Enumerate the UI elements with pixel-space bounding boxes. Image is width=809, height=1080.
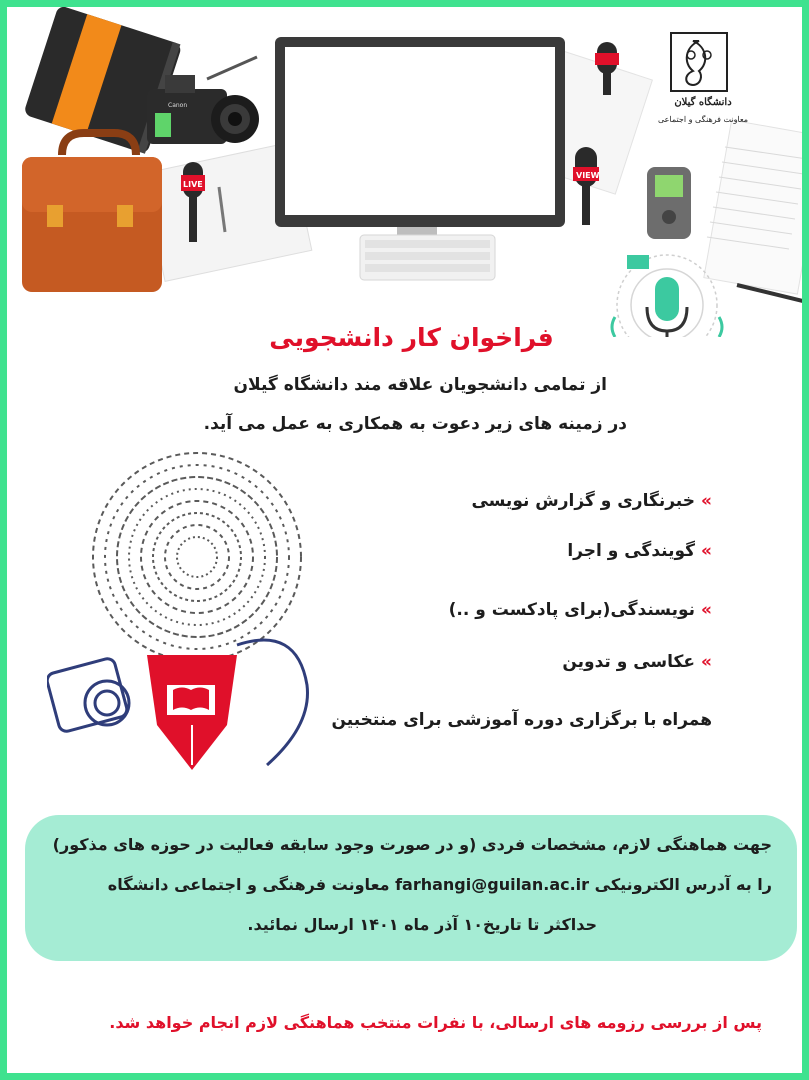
field-item	[562, 652, 712, 672]
field-label: عکاسی و تدوین	[562, 652, 696, 672]
bullet-icon: »	[701, 652, 712, 672]
field-item	[471, 491, 712, 511]
voice-recorder-icon	[647, 167, 691, 239]
logo-emblem-icon	[669, 31, 729, 93]
instructions-line-2: را به آدرس الکترونیکی farhangi@guilan.ac.ir معاونت فرهنگی و اجتماعی دانشگاه	[107, 875, 772, 894]
page-title: فراخوان کار دانشجویی	[269, 323, 554, 352]
keyboard-icon	[360, 235, 495, 280]
briefcase-icon	[22, 133, 162, 292]
field-label: گویندگی و اجرا	[567, 541, 696, 561]
intro-line-1: از تمامی دانشجویان علاقه مند دانشگاه گیلان	[233, 375, 607, 395]
bullet-icon: »	[701, 600, 712, 620]
calligraphy-illustration	[47, 445, 347, 775]
live-label: LIVE	[183, 180, 203, 189]
letters-circle-icon	[93, 453, 301, 661]
view-label: VIEW	[576, 171, 600, 180]
instructions-line-1: جهت هماهنگی لازم، مشخصات فردی (و در صورت وجود سابقه فعالیت در حوزه های مذکور)	[52, 835, 772, 854]
intro-line-2: در زمینه های زیر دعوت به همکاری به عمل می آید.	[203, 414, 627, 434]
instructions-line-3: حداکثر تا تاریخ۱۰ آذر ماه ۱۴۰۱ ارسال نمائید.	[247, 915, 597, 934]
monitor-icon	[275, 37, 565, 241]
logo-department-name: معاونت فرهنگی و اجتماعی	[657, 115, 749, 124]
university-logo	[657, 31, 793, 141]
pen-icon	[207, 57, 257, 79]
footer-note: پس از بررسی رزومه های ارسالی، با نفرات منتخب هماهنگی لازم انجام خواهد شد.	[109, 1013, 762, 1032]
field-label: نویسندگی(برای پادکست و ..)	[448, 600, 696, 620]
pen-nib-icon	[147, 655, 237, 770]
svg-text:Canon: Canon	[168, 102, 188, 109]
field-item	[449, 600, 712, 620]
training-note: همراه با برگزاری دوره آموزشی برای منتخبین	[331, 710, 712, 730]
bullet-icon: »	[701, 491, 712, 511]
logo-university-name: دانشگاه گیلان	[674, 97, 732, 108]
field-item	[567, 541, 712, 561]
field-label: خبرنگاری و گزارش نویسی	[471, 491, 696, 511]
bullet-icon: »	[701, 541, 712, 561]
